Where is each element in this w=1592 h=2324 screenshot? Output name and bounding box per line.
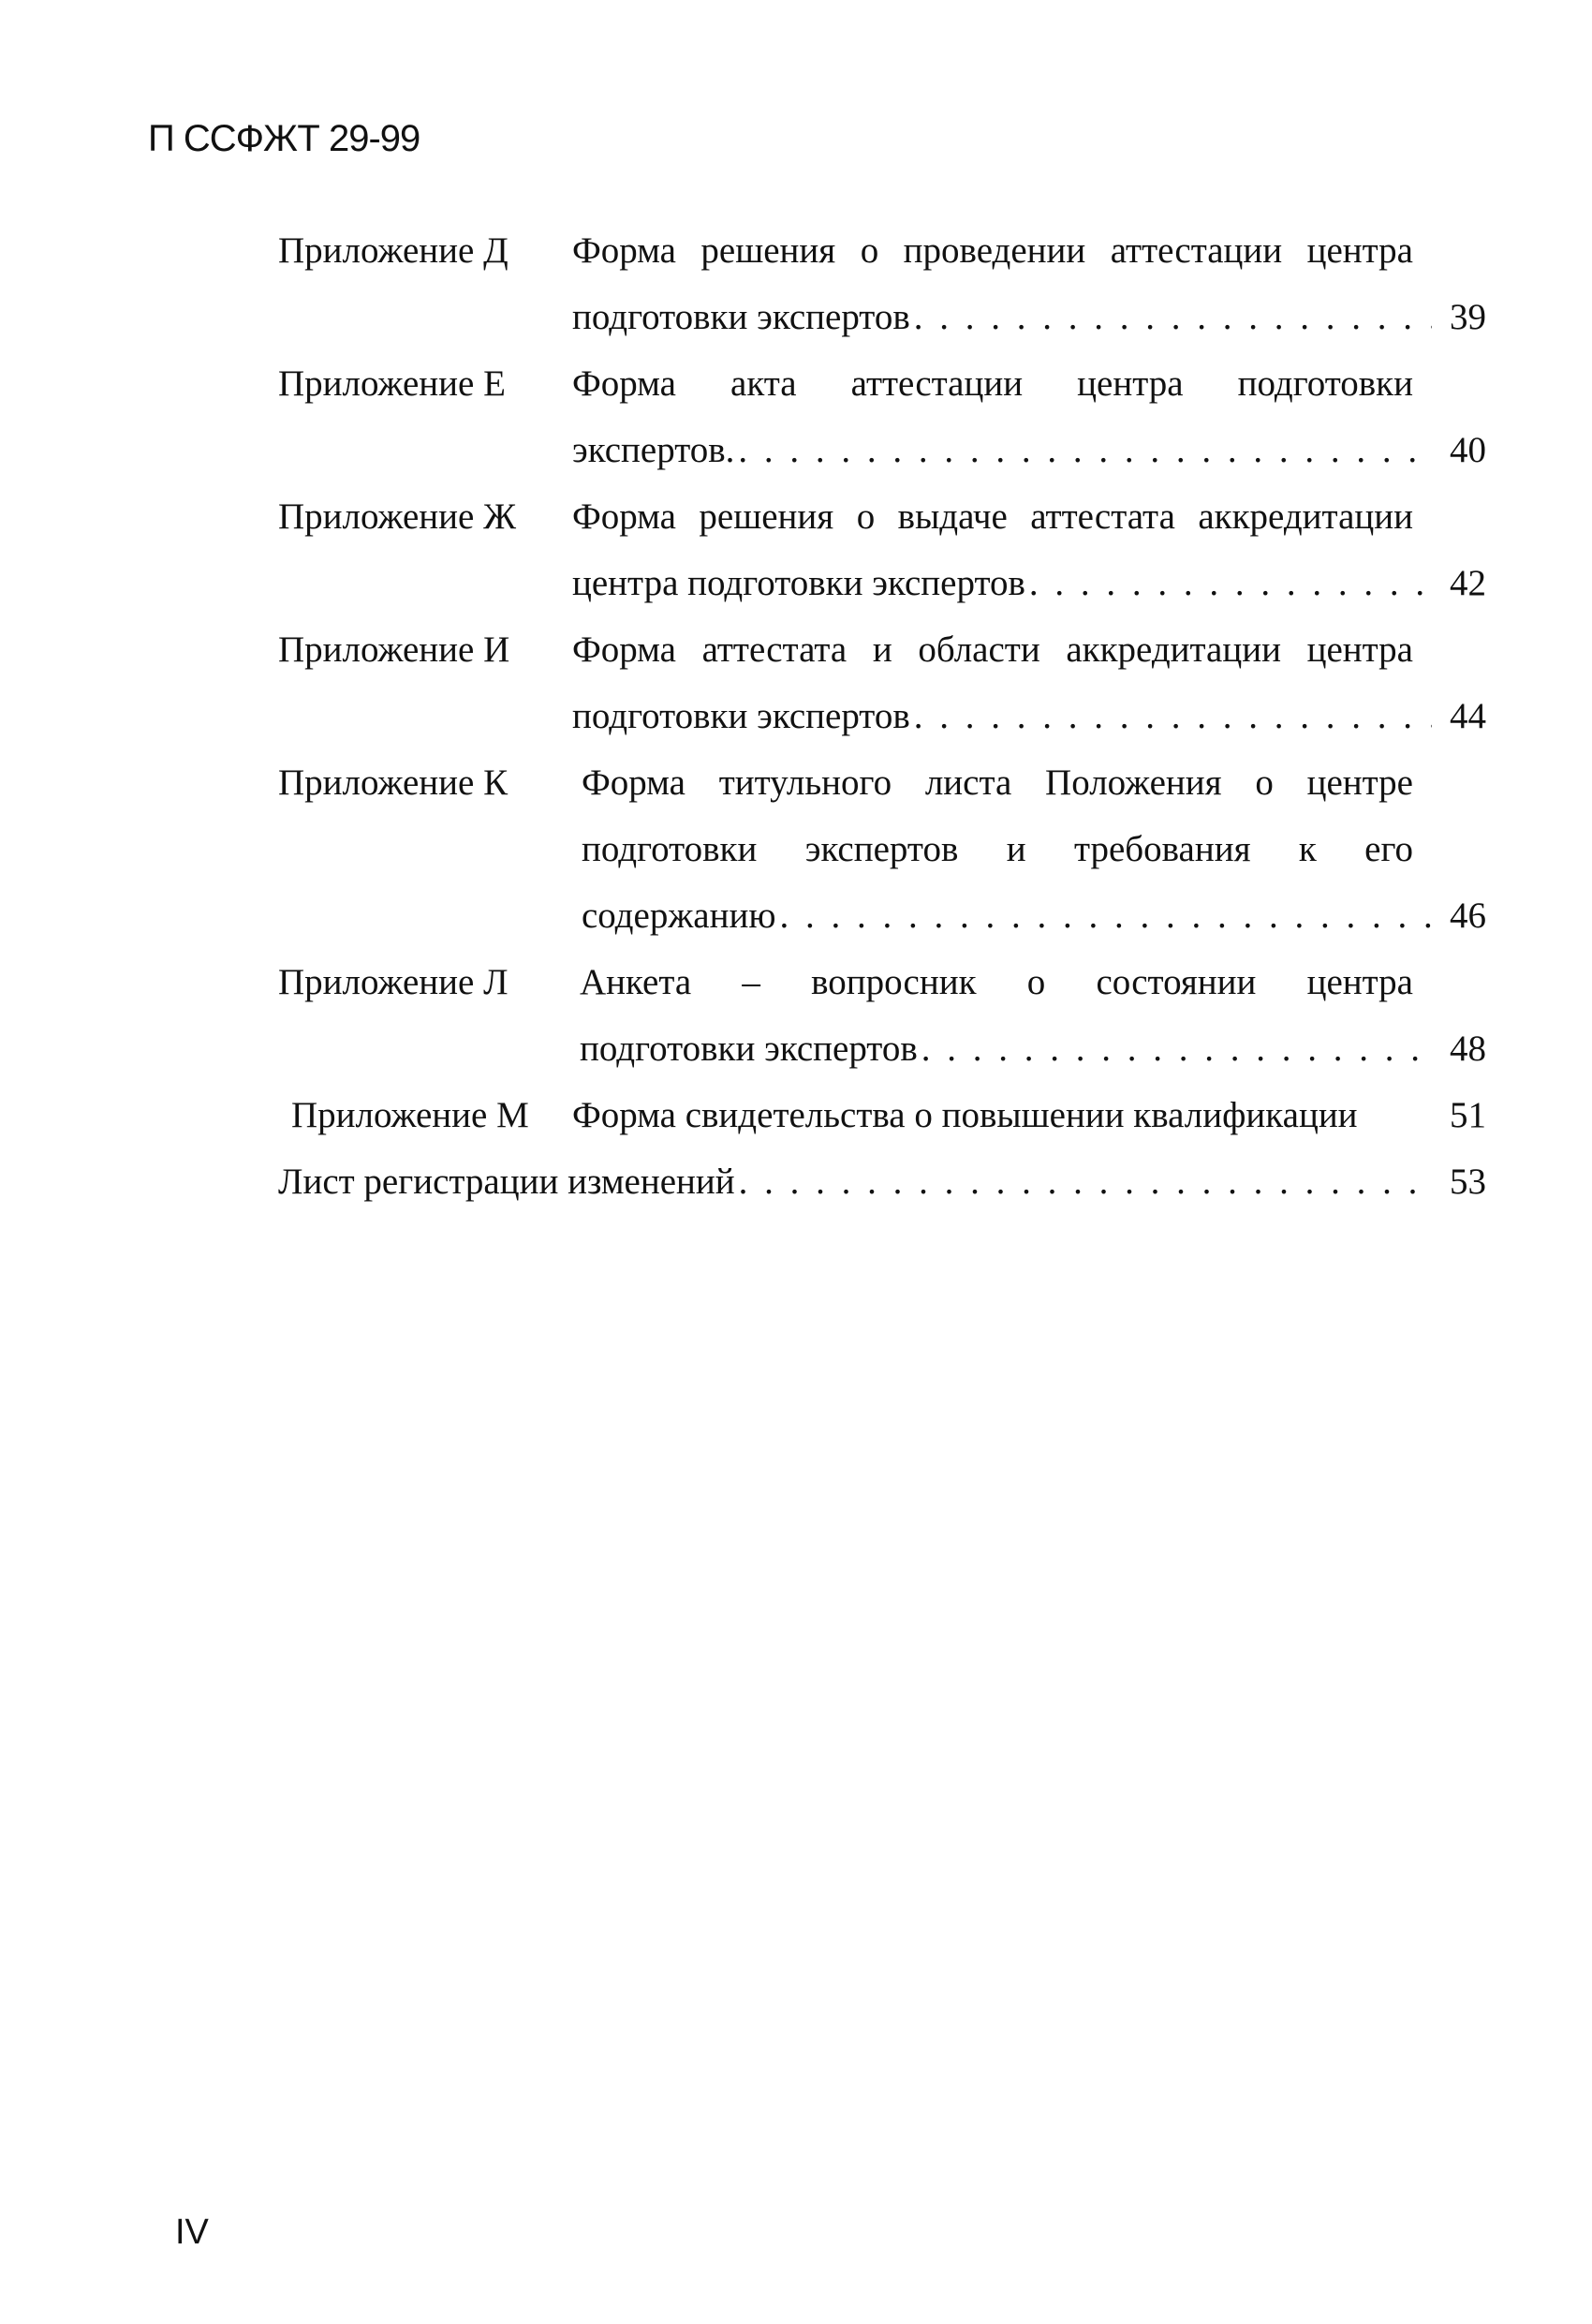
toc-entry-label: Приложение Д — [278, 230, 509, 271]
toc-entry-page: 42 — [1450, 563, 1486, 603]
toc-entry-title-line: Форма решения о выдаче аттестата аккредитации — [572, 496, 1413, 537]
toc-entry-label: Приложение М — [291, 1095, 529, 1135]
toc-leader-dots — [921, 1015, 1432, 1082]
toc-entry-title-line: подготовки экспертов — [580, 1029, 918, 1069]
toc-entry-page: 51 — [1450, 1095, 1486, 1135]
toc-entry-page: 46 — [1450, 896, 1486, 936]
toc-entry-title-line: Форма свидетельства о повышении квалификации — [572, 1095, 1358, 1135]
toc-entry-appendix-i — [278, 616, 1486, 749]
toc-leader-dots — [1029, 550, 1432, 616]
toc-entry-changes-sheet — [278, 1148, 1486, 1215]
toc-entry-title-line: центра подготовки экспертов — [572, 563, 1025, 603]
toc-entry-appendix-m — [278, 1082, 1486, 1148]
toc-entry-title-line: Форма решения о проведении аттестации центра — [572, 230, 1413, 271]
toc-leader-dots — [779, 882, 1432, 949]
toc-entry-title-line: Форма титульного листа Положения о центре — [582, 762, 1413, 803]
toc-leader-dots — [914, 683, 1432, 749]
toc-entry-page: 40 — [1450, 430, 1486, 470]
toc-entry-title-line: Лист регистрации изменений — [278, 1162, 735, 1202]
toc-entry-title-line: подготовки экспертов — [572, 696, 910, 736]
toc-entry-title-line: экспертов. — [572, 430, 735, 470]
toc-entry-label: Приложение Е — [278, 363, 506, 404]
document-code: П ССФЖТ 29-99 — [148, 118, 420, 159]
toc-entry-label: Приложение Ж — [278, 496, 517, 537]
toc-entry-title-line: подготовки экспертов — [572, 297, 910, 337]
toc-entry-title-line: Форма акта аттестации центра подготовки — [572, 363, 1413, 404]
toc-entry-appendix-d — [278, 217, 1486, 350]
page-number: IV — [175, 2213, 209, 2252]
toc-entry-page: 53 — [1450, 1162, 1486, 1202]
toc-entry-title-line: подготовки экспертов и требования к его — [582, 829, 1413, 869]
toc-entry-title-line: Форма аттестата и области аккредитации центра — [572, 629, 1413, 670]
toc-entry-appendix-zh — [278, 483, 1486, 616]
toc-entry-page: 39 — [1450, 297, 1486, 337]
toc-entry-appendix-k — [278, 749, 1486, 949]
toc-entry-title-line: содержанию — [582, 896, 776, 936]
toc-entry-appendix-l — [278, 949, 1486, 1082]
toc-leader-dots — [739, 1148, 1432, 1215]
toc-leader-dots — [738, 417, 1432, 483]
toc-entry-appendix-e — [278, 350, 1486, 483]
toc-entry-label: Приложение К — [278, 762, 509, 803]
toc-entry-page: 48 — [1450, 1029, 1486, 1069]
toc-entry-label: Приложение И — [278, 629, 510, 670]
toc-entry-title-line: Анкета – вопросник о состоянии центра — [580, 962, 1413, 1002]
toc-entry-page: 44 — [1450, 696, 1486, 736]
toc-leader-dots — [914, 284, 1432, 350]
toc-entry-label: Приложение Л — [278, 962, 509, 1002]
table-of-contents — [278, 217, 1486, 1215]
